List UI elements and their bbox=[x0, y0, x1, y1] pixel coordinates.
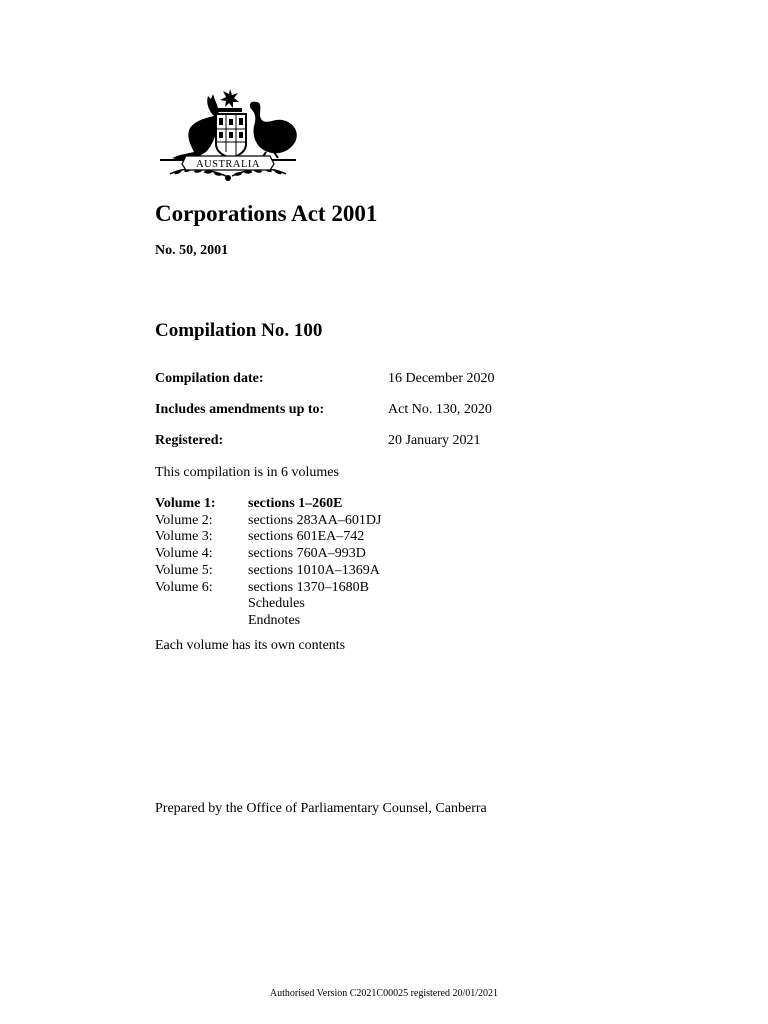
volume-1-label: Volume 1: bbox=[155, 496, 216, 511]
amendments-value: Act No. 130, 2020 bbox=[388, 402, 492, 417]
volume-3-sections: sections 601EA–742 bbox=[248, 529, 365, 545]
volume-4-sections: sections 760A–993D bbox=[248, 546, 366, 562]
amendments-label: Includes amendments up to: bbox=[155, 402, 325, 417]
volume-5-sections: sections 1010A–1369A bbox=[248, 562, 380, 578]
volume-5-label: Volume 5: bbox=[155, 562, 213, 578]
volume-6-label: Volume 6: bbox=[155, 579, 213, 595]
compilation-date-value: 16 December 2020 bbox=[388, 371, 495, 386]
australian-coat-of-arms-icon bbox=[156, 86, 300, 184]
volume-4-label: Volume 4: bbox=[155, 546, 213, 562]
page-title: Corporations Act 2001 bbox=[155, 201, 378, 226]
compilation-date-label: Compilation date: bbox=[155, 371, 264, 386]
prepared-by: Prepared by the Office of Parliamentary Counsel, Canberra bbox=[155, 801, 487, 816]
volume-6-sections: sections 1370–1680B bbox=[248, 579, 369, 595]
volume-1-sections: sections 1–260E bbox=[248, 496, 343, 511]
act-number: No. 50, 2001 bbox=[155, 243, 229, 258]
registered-label: Registered: bbox=[155, 433, 224, 448]
volume-6-schedules: Schedules bbox=[248, 596, 305, 612]
volume-2-sections: sections 283AA–601DJ bbox=[248, 512, 382, 528]
registered-value: 20 January 2021 bbox=[388, 433, 481, 448]
compilation-heading: Compilation No. 100 bbox=[155, 320, 323, 341]
volume-3-label: Volume 3: bbox=[155, 529, 213, 545]
contents-note: Each volume has its own contents bbox=[155, 638, 346, 653]
authorised-version-footer: Authorised Version C2021C00025 registered 20/01/2021 bbox=[269, 988, 499, 999]
crest-banner-text: AUSTRALIA bbox=[196, 159, 260, 170]
volume-2-label: Volume 2: bbox=[155, 512, 213, 528]
volume-6-endnotes: Endnotes bbox=[248, 612, 301, 628]
volumes-intro: This compilation is in 6 volumes bbox=[155, 465, 339, 480]
